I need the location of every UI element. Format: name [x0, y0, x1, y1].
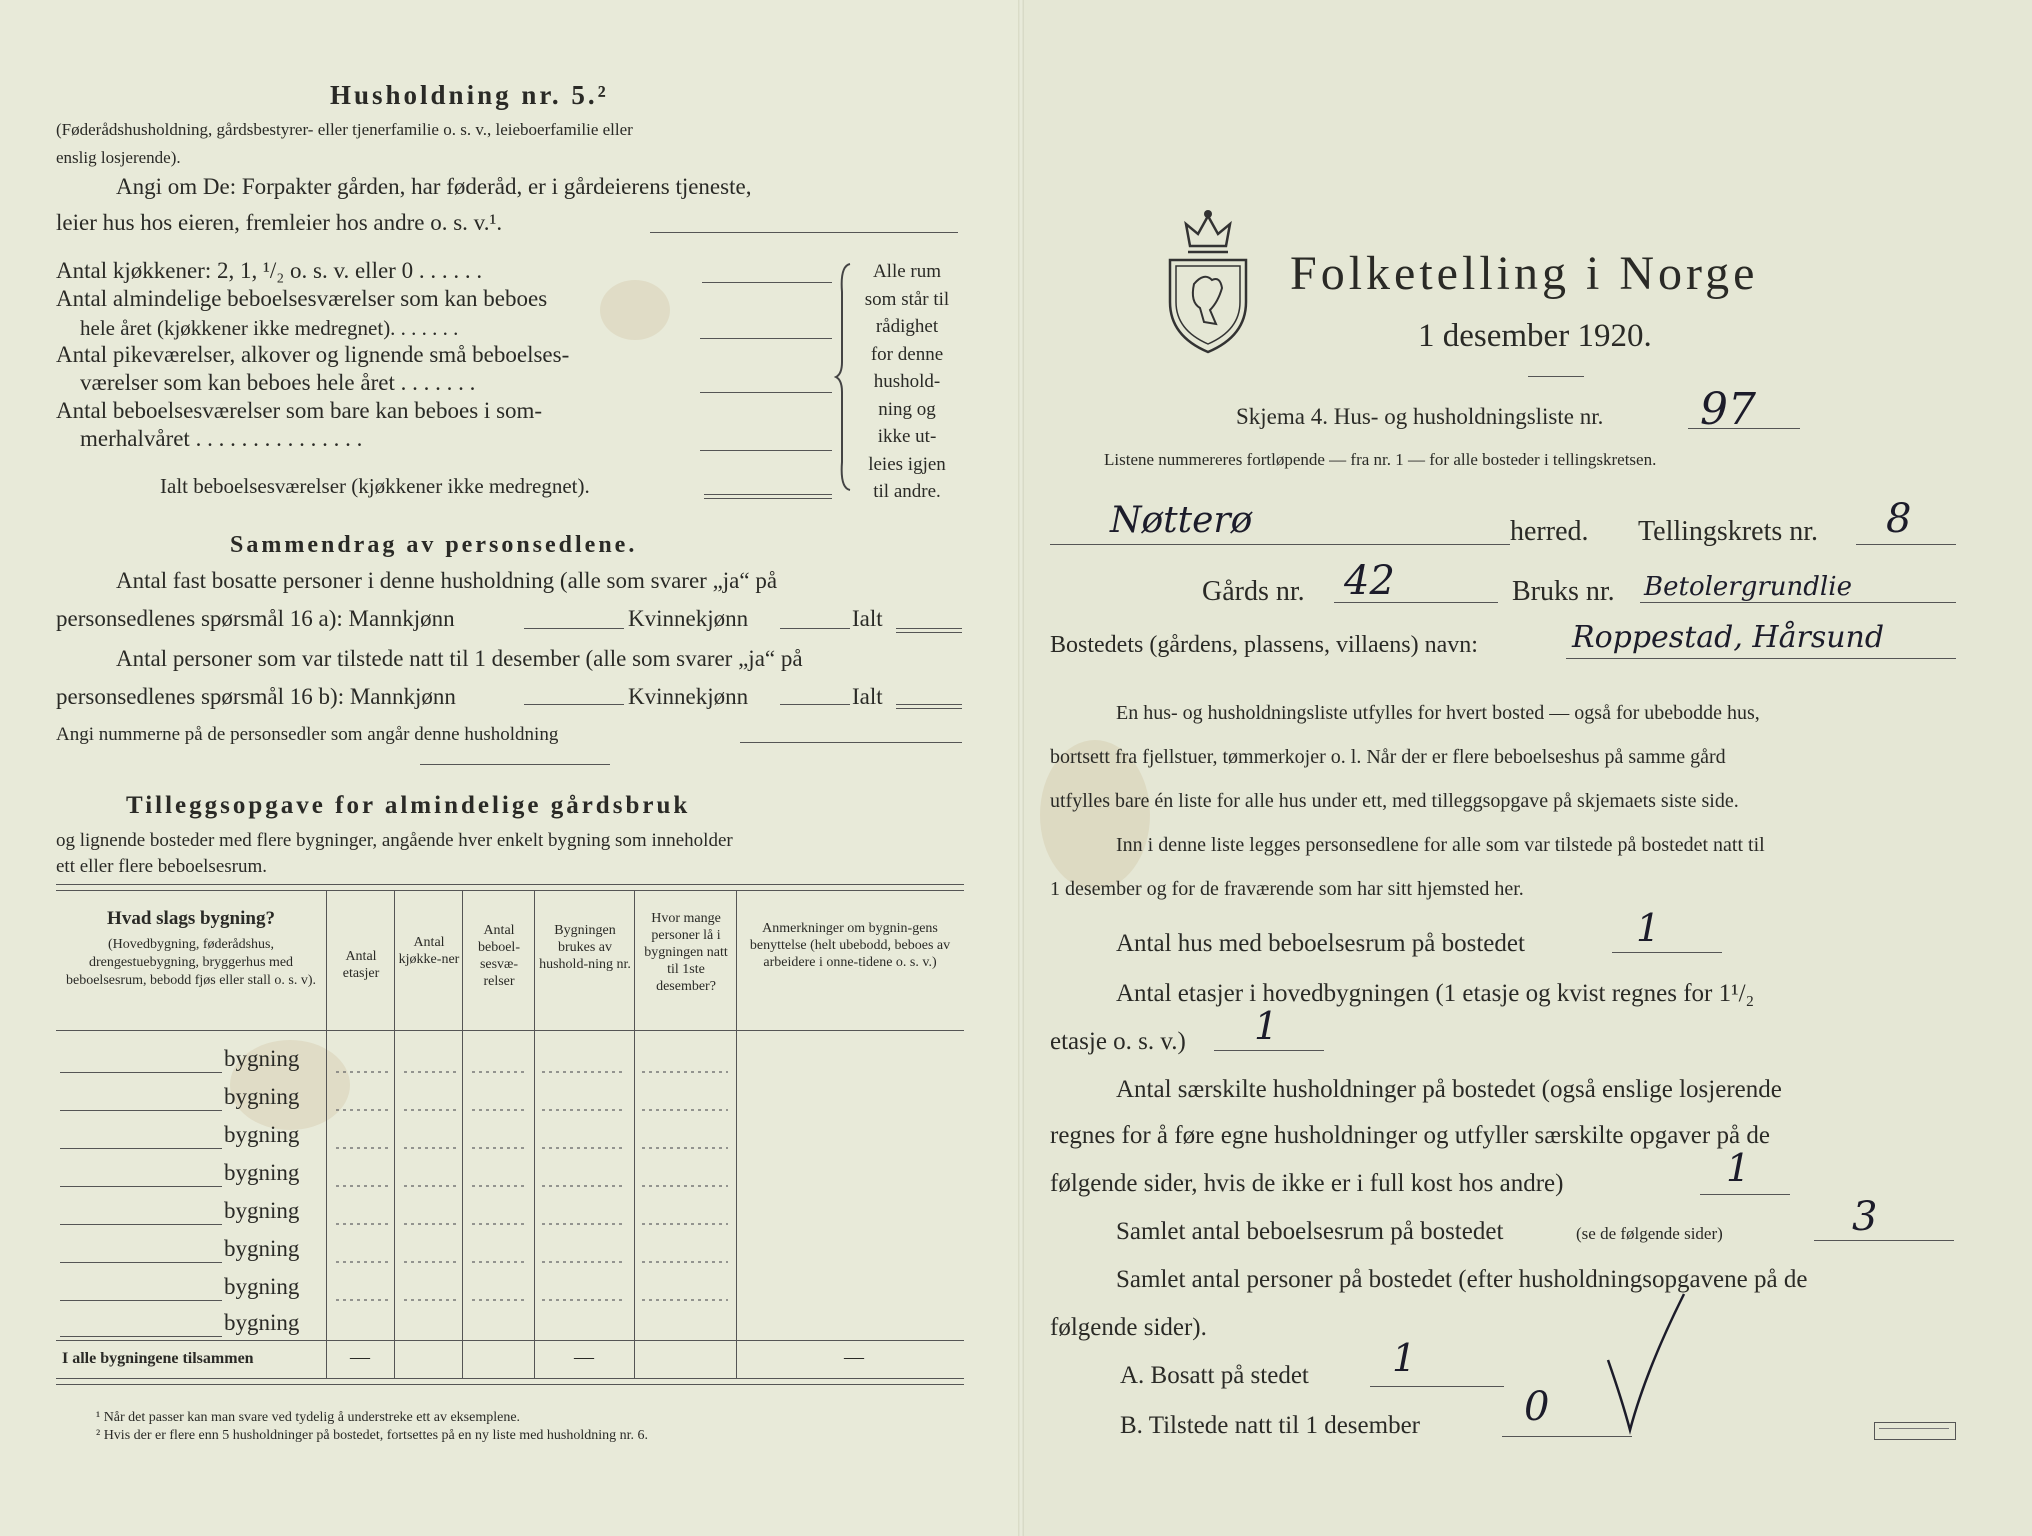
bosatt-label: A. Bosatt på stedet	[1120, 1362, 1309, 1389]
total-row-label: I alle bygningene tilsammen	[62, 1350, 254, 1367]
row-answer-line	[60, 1110, 222, 1111]
total-mark: —	[574, 1346, 594, 1368]
table-col-divider	[326, 890, 327, 1378]
row-label: bygning	[224, 1274, 300, 1299]
bruks-value: Betolergrundlie	[1644, 572, 1852, 602]
row-answer-line	[60, 1186, 222, 1187]
sarskilte-line	[1700, 1194, 1790, 1195]
etasjer-label-1: Antal etasjer i hovedbygningen (1 etasje og kvist regnes for 1¹/₂	[1116, 980, 1755, 1007]
table-col-header-kjokkener: Antal kjøkke-ner	[398, 935, 460, 967]
sarskilte-label-2: regnes for å føre egne husholdninger og utfyller særskilte opgaver på de	[1050, 1122, 1770, 1149]
table-col-header-husholdning: Bygningen brukes av hushold-ning nr.	[539, 923, 631, 972]
brace-note	[852, 258, 962, 506]
total-mark: —	[844, 1346, 864, 1368]
brace-note-line: rådighet	[875, 316, 939, 337]
total-mark: —	[350, 1346, 370, 1368]
brace-note-line: leies igjen	[868, 453, 946, 475]
brace-note-line: til andre.	[873, 481, 941, 502]
brace-note-line: for denne	[870, 343, 944, 365]
brace-note-line: Alle rum	[872, 261, 942, 282]
table-col-header-anmerkninger: Anmerkninger om bygnin-gens benyttelse (helt ubebodd, beboes av arbeidere i onne-tidene o. s. v.)	[749, 921, 951, 970]
table-top-rule-2	[56, 890, 964, 891]
row-label: bygning	[224, 1084, 300, 1109]
fast-text-1: Antal fast bosatte personer i denne husholdning (alle som svarer „ja“ på	[116, 568, 778, 593]
sarskilte-label-1: Antal særskilte husholdninger på bostedet (også enslige losjerende	[1116, 1076, 1782, 1103]
tillegg-text-1: og lignende bosteder med flere bygninger, angående hver enkelt bygning som inneholder	[56, 830, 733, 851]
form-title: Folketelling i Norge	[1290, 247, 1759, 300]
sommer-line	[700, 450, 832, 451]
brace-note-line: hushold-	[873, 371, 941, 392]
sarskilte-label-3: følgende sider, hvis de ikke er i full kost hos andre)	[1050, 1170, 1564, 1197]
fast-kvinne-line	[780, 628, 850, 629]
tilstede-ialt-label: Ialt	[852, 684, 883, 709]
brace-note-line: ikke ut-	[877, 426, 937, 447]
row-label: bygning	[224, 1310, 300, 1335]
samlet-personer-label-2: følgende sider).	[1050, 1314, 1207, 1341]
bruks-line	[1640, 602, 1956, 603]
almindelige-label-1: Antal almindelige beboelsesværelser som kan beboes	[56, 286, 548, 311]
row-label: bygning	[224, 1046, 300, 1071]
almindelige-line	[700, 338, 832, 339]
hus-value: 1	[1636, 906, 1661, 950]
pike-label-1: Antal pikeværelser, alkover og lignende små beboelses-	[56, 342, 570, 367]
instruction-4: Inn i denne liste legges personsedlene for alle som var tilstede på bostedet natt til	[1116, 834, 1765, 856]
tellingskrets-line	[1856, 544, 1956, 545]
title-rule	[1528, 376, 1584, 377]
brace-shape	[834, 262, 854, 492]
pike-label-2: værelser som kan beboes hele året . . . . . . .	[80, 370, 476, 395]
paper-stain	[600, 280, 670, 340]
table-header-rule	[56, 1030, 964, 1031]
fast-kvinne-label: Kvinnekjønn	[628, 606, 749, 631]
summary-title: Sammendrag av personsedlene.	[230, 532, 638, 558]
tellingskrets-label: Tellingskrets nr.	[1638, 516, 1819, 547]
table-col-header-personer: Hvor mange personer lå i bygningen natt til 1ste desember?	[644, 911, 728, 994]
samlet-rum-label: Samlet antal beboelsesrum på bostedet	[1116, 1218, 1504, 1245]
table-cell-dots	[330, 1060, 960, 1340]
etasjer-line	[1214, 1050, 1324, 1051]
fast-text-2: personsedlenes spørsmål 16 a): Mannkjønn	[56, 606, 455, 631]
bruks-label: Bruks nr.	[1512, 576, 1615, 607]
row-answer-line	[60, 1072, 222, 1073]
etasjer-value: 1	[1254, 1004, 1279, 1048]
tellingskrets-value: 8	[1886, 496, 1912, 542]
row-answer-line	[60, 1148, 222, 1149]
handwritten-check-icon	[1600, 1290, 1690, 1440]
bosatt-line	[1370, 1386, 1504, 1387]
fast-ialt-line	[896, 628, 962, 629]
listene-note: Listene nummereres fortløpende — fra nr. 1 — for alle bosteder i tellingskretsen.	[1104, 450, 1657, 469]
row-answer-line	[60, 1300, 222, 1301]
tilstede-b-label: B. Tilstede natt til 1 desember	[1120, 1412, 1420, 1439]
samlet-personer-label-1: Samlet antal personer på bostedet (efter husholdningsopgavene på de	[1116, 1266, 1808, 1293]
tilstede-ialt-line-2	[896, 708, 962, 709]
fast-ialt-line-2	[896, 632, 962, 633]
ialt-rooms-line	[704, 494, 832, 495]
table-top-rule	[56, 884, 964, 885]
printer-stamp	[1874, 1422, 1956, 1440]
table-total-rule	[56, 1340, 964, 1341]
intro-text-1: (Føderådshusholdning, gårdsbestyrer- eller tjenerfamilie o. s. v., leieboerfamilie eller	[56, 120, 633, 139]
almindelige-label-2: hele året (kjøkkener ikke medregnet). . . . . . .	[80, 316, 459, 340]
separator-rule	[420, 764, 610, 765]
row-label: bygning	[224, 1160, 300, 1185]
row-answer-line	[60, 1224, 222, 1225]
page-fold	[1018, 0, 1024, 1536]
footnote-2: ² Hvis der er flere enn 5 husholdninger på bostedet, fortsettes på en ny liste med husholdning nr. 6.	[96, 1428, 649, 1443]
bosatt-value: 1	[1392, 1336, 1417, 1380]
row-label: bygning	[224, 1122, 300, 1147]
angi-text-1: Angi om De: Forpakter gården, har føderåd, er i gårdeierens tjeneste,	[116, 174, 752, 199]
sommer-label-2: merhalvåret . . . . . . . . . . . . . . .	[80, 426, 363, 451]
form-date: 1 desember 1920.	[1418, 318, 1652, 354]
gards-label: Gårds nr.	[1202, 576, 1305, 607]
sommer-label-1: Antal beboelsesværelser som bare kan beboes i som-	[56, 398, 543, 423]
table-col-header-beboelsesvaerelser: Antal beboel-sesvæ-relser	[478, 923, 520, 989]
ialt-rooms-label: Ialt beboelsesværelser (kjøkkener ikke medregnet).	[160, 474, 590, 498]
nummerne-text: Angi nummerne på de personsedler som angår denne husholdning	[56, 724, 559, 745]
table-col0-sub: (Hovedbygning, føderådshus, drengestuebygning, bryggerhus med beboelsesrum, bebodd fjøs eller stall o. s. v).	[66, 937, 317, 988]
tilstede-mann-line	[524, 704, 624, 705]
bosted-line	[1566, 658, 1956, 659]
samlet-rum-note: (se de følgende sider)	[1576, 1224, 1723, 1243]
row-answer-line	[60, 1336, 222, 1337]
tilstede-kvinne-label: Kvinnekjønn	[628, 684, 749, 709]
intro-text-2: enslig losjerende).	[56, 148, 181, 167]
angi-answer-line	[650, 232, 958, 233]
table-bottom-rule	[56, 1378, 964, 1379]
tillegg-text-2: ett eller flere beboelsesrum.	[56, 856, 268, 877]
gards-value: 42	[1344, 558, 1395, 604]
samlet-rum-value: 3	[1852, 1194, 1878, 1240]
table-bottom-rule-2	[56, 1384, 964, 1385]
tilstede-ialt-line	[896, 704, 962, 705]
row-answer-line	[60, 1262, 222, 1263]
brace-note-line: ning og	[878, 398, 936, 420]
tilstede-text-2: personsedlenes spørsmål 16 b): Mannkjønn	[56, 684, 456, 709]
instruction-3: utfylles bare én liste for alle hus under ett, med tilleggsopgave på skjemaets siste side.	[1050, 790, 1739, 812]
samlet-rum-line	[1814, 1240, 1954, 1241]
tilstede-b-value: 0	[1524, 1384, 1550, 1430]
brace-note-line: som står til	[864, 288, 950, 310]
norway-coat-of-arms-icon	[1160, 206, 1256, 356]
tillegg-title: Tilleggsopgave for almindelige gårdsbruk	[126, 792, 691, 819]
instruction-5: 1 desember og for de fraværende som har sitt hjemsted her.	[1050, 878, 1524, 900]
instruction-2: bortsett fra fjellstuer, tømmerkojer o. l. Når der er flere beboelseshus på samme gård	[1050, 746, 1726, 768]
herred-line	[1050, 544, 1510, 545]
table-col0-title: Hvad slags bygning?	[107, 908, 275, 929]
pike-line	[700, 392, 832, 393]
hus-label: Antal hus med beboelsesrum på bostedet	[1116, 930, 1525, 957]
nummerne-line	[740, 742, 962, 743]
fast-mann-line	[524, 628, 624, 629]
ialt-rooms-line-2	[704, 498, 832, 499]
kjokkener-label: Antal kjøkkener: 2, 1, ¹/₂ o. s. v. eller 0 . . . . . .	[56, 258, 483, 283]
bosted-label: Bostedets (gårdens, plassens, villaens) navn:	[1050, 632, 1478, 658]
etasjer-label-2: etasje o. s. v.)	[1050, 1028, 1186, 1055]
kjokkener-line	[702, 282, 832, 283]
tilstede-kvinne-line	[780, 704, 850, 705]
row-label: bygning	[224, 1198, 300, 1223]
footnote-1: ¹ Når det passer kan man svare ved tydelig å understreke ett av eksemplene.	[96, 1410, 521, 1425]
row-label: bygning	[224, 1236, 300, 1261]
sarskilte-value: 1	[1726, 1146, 1751, 1190]
tilstede-text-1: Antal personer som var tilstede natt til 1 desember (alle som svarer „ja“ på	[116, 646, 803, 671]
table-col-header-etasjer: Antal etasjer	[342, 949, 380, 981]
herred-label: herred.	[1510, 516, 1589, 547]
angi-text-2: leier hus hos eieren, fremleier hos andre o. s. v.¹.	[56, 210, 503, 235]
skjema-label: Skjema 4. Hus- og husholdningsliste nr.	[1236, 404, 1604, 429]
fast-ialt-label: Ialt	[852, 606, 883, 631]
hus-line	[1612, 952, 1722, 953]
herred-value: Nøtterø	[1110, 500, 1253, 541]
skjema-nr-value: 97	[1700, 384, 1756, 435]
instruction-1: En hus- og husholdningsliste utfylles for hvert bosted — også for ubebodde hus,	[1116, 702, 1760, 724]
bosted-value: Roppestad, Hårsund	[1572, 620, 1885, 655]
household-title: Husholdning nr. 5.²	[330, 80, 609, 110]
